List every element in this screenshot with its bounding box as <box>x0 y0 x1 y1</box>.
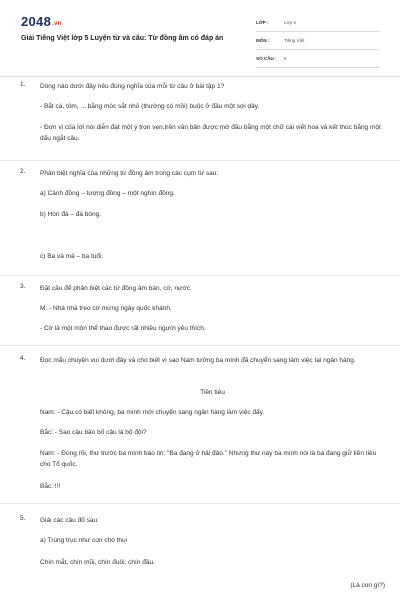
document-title: Giải Tiếng Việt lớp 5 Luyện từ và câu: Từ đồng âm có đáp án <box>21 35 224 42</box>
question-text: Giải các câu đố sau: <box>40 517 99 524</box>
story-line: Bắc: !!! <box>40 483 61 490</box>
section-divider <box>0 275 400 276</box>
question-number: 3. <box>20 283 26 290</box>
meta-row-subject <box>256 32 380 50</box>
story-line: Nam: - Cậu có biết không, ba mình mới chuyển sang ngân hàng làm việc đấy. <box>40 409 265 416</box>
story-line: Bắc: - Sao cậu bảo bố cậu là bộ đội? <box>40 429 147 436</box>
meta-value: Lớp 5 <box>284 20 296 25</box>
section-divider <box>0 345 400 346</box>
meta-label: SỐ CÂU : <box>256 56 277 61</box>
riddle-answer-hint: (Là con gì?) <box>350 582 385 589</box>
meta-info <box>256 14 380 68</box>
meta-row-count <box>256 50 380 68</box>
meta-value: 5 <box>284 56 287 61</box>
answer-line: - Đơn vị của lời nói diễn đạt một ý trọn vẹn,trên văn bản được mở đầu bằng một chữ cái viết hoa và kết thúc bằng một dấu ngắt câu. <box>40 124 381 142</box>
meta-row-grade <box>256 14 380 32</box>
story-line: Nam: - Đúng rồi, thư trước ba mình báo tin: "Ba đang ở hải đảo." Nhưng thư này ba mình nói là ba đang giữ tiền tiêu cho Tổ quốc. <box>40 450 377 468</box>
document-header <box>0 0 400 76</box>
question-number: 4. <box>20 355 26 362</box>
section-divider <box>0 160 400 161</box>
question-text: Phân biệt nghĩa của những từ đồng âm trong các cụm từ sau: <box>40 170 219 177</box>
question-text: Đọc mẩu chuyện vui dưới đây và cho biết vì sao Nam tưởng ba mình đã chuyển sang làm việc tại ngân hàng. <box>40 357 356 364</box>
answer-line: c) Ba và má – ba tuổi. <box>40 253 104 260</box>
question-number: 1. <box>20 81 26 88</box>
answer-line: - Bắt cá, tôm, ... bằng móc sắt nhỏ (thường có mồi) buộc ở đầu một sợi dây. <box>40 103 260 110</box>
riddle-line: a) Trùng trục như con chó thui <box>40 537 128 544</box>
meta-label: LỚP : <box>256 20 269 25</box>
section-divider <box>0 503 400 504</box>
site-logo[interactable]: 2048.vn <box>21 14 62 29</box>
story-title: Tiền tiêu <box>200 389 225 396</box>
question-text: Đặt câu để phân biệt các từ đồng âm bàn, cờ, nước. <box>40 285 192 292</box>
question-text: Dòng nào dưới đây nêu đúng nghĩa của mỗi từ câu ở bài tập 1? <box>40 83 225 90</box>
answer-line: a) Cánh đồng – tượng đồng – một nghìn đồng. <box>40 190 175 197</box>
answer-line: M: - Nhà nhà treo cờ mừng ngày quốc khánh. <box>40 305 172 312</box>
header-divider <box>0 76 400 77</box>
riddle-line: Chín mắt, chín mũi, chín đuôi, chín đầu. <box>40 559 155 566</box>
question-number: 5. <box>20 515 26 522</box>
answer-line: - Cờ là một môn thể thao được rất nhiều người yêu thích. <box>40 325 206 332</box>
answer-line: b) Hòn đá – đá bóng. <box>40 211 102 218</box>
meta-value: Tiếng Việt <box>284 38 305 43</box>
meta-label: MÔN : <box>256 38 270 43</box>
question-number: 2. <box>20 168 26 175</box>
